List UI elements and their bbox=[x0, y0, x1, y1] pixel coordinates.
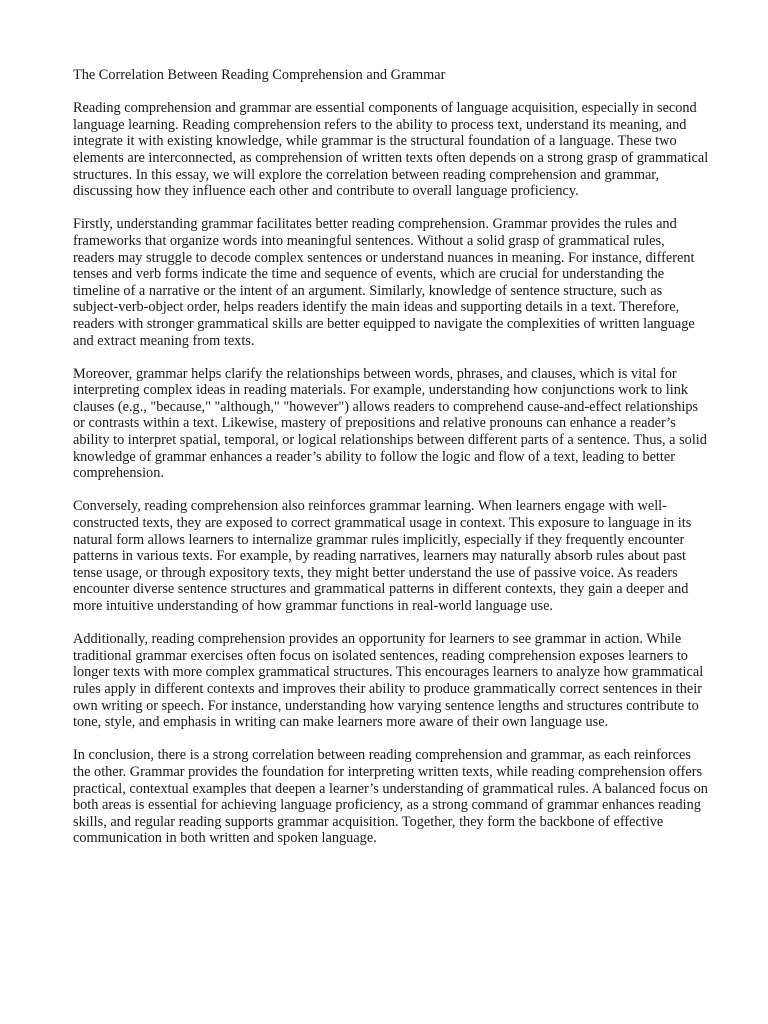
paragraph-conclusion: In conclusion, there is a strong correlation between reading comprehension and grammar, as each reinforces the other. Grammar provides the foundation for interpreting written texts, while reading comprehension offers practical, contextual examples that deepen a learner’s understanding of grammatical rules. A balanced focus on both areas is essential for achieving language proficiency, as a strong command of grammar enhances reading skills, and regular reading supports grammar acquisition. Together, they form the backbone of effective communication in both written and spoken language. bbox=[73, 747, 708, 847]
document-title: The Correlation Between Reading Comprehension and Grammar bbox=[73, 67, 446, 83]
document-body bbox=[73, 67, 709, 864]
paragraph-grammar-in-action: Additionally, reading comprehension provides an opportunity for learners to see grammar in action. While traditional grammar exercises often focus on isolated sentences, reading comprehension exposes learners to longer texts with more complex grammatical structures. This encourages learners to analyze how grammatical rules apply in different contexts and improves their ability to produce grammatically correct sentences in their own writing or speech. For instance, understanding how varying sentence lengths and structures contribute to tone, style, and emphasis in writing can make learners more aware of their own language use. bbox=[73, 631, 704, 731]
paragraph-grammar-facilitates-comprehension: Firstly, understanding grammar facilitates better reading comprehension. Grammar provides the rules and frameworks that organize words into meaningful sentences. Without a solid grasp of grammatical rules, readers may struggle to decode complex sentences or understand nuances in meaning. For instance, different tenses and verb forms indicate the time and sequence of events, which are crucial for understanding the timeline of a narrative or the intent of an argument. Similarly, knowledge of sentence structure, such as subject-verb-object order, helps readers identify the main ideas and supporting details in a text. Therefore, readers with stronger grammatical skills are better equipped to navigate the complexities of written language and extract meaning from texts. bbox=[73, 216, 695, 349]
paragraph-introduction: Reading comprehension and grammar are essential components of language acquisition, especially in second language learning. Reading comprehension refers to the ability to process text, understand its meaning, and integrate it with existing knowledge, while grammar is the structural foundation of a language. These two elements are interconnected, as comprehension of written texts often depends on a strong grasp of grammatical structures. In this essay, we will explore the correlation between reading comprehension and grammar, discussing how they influence each other and contribute to overall language proficiency. bbox=[73, 100, 709, 200]
paragraph-grammar-clarifies-relationships: Moreover, grammar helps clarify the relationships between words, phrases, and clauses, which is vital for interpreting complex ideas in reading materials. For example, understanding how conjunctions work to link clauses (e.g., "because," "although," "however") allows readers to comprehend cause-and-effect relationships or contrasts within a text. Likewise, mastery of prepositions and relative pronouns can enhance a reader’s ability to interpret spatial, temporal, or logical relationships between different parts of a sentence. Thus, a solid knowledge of grammar enhances a reader’s ability to follow the logic and flow of a text, leading to better comprehension. bbox=[73, 365, 707, 482]
paragraph-comprehension-reinforces-grammar: Conversely, reading comprehension also reinforces grammar learning. When learners engage with well-constructed texts, they are exposed to correct grammatical usage in context. This exposure to language in its natural form allows learners to internalize grammar rules implicitly, especially if they frequently encounter patterns in various texts. For example, by reading narratives, learners may naturally absorb rules about past tense usage, or through expository texts, they might better understand the use of passive voice. As readers encounter diverse sentence structures and grammatical patterns in different contexts, they gain a deeper and more intuitive understanding of how grammar functions in real-world language use. bbox=[73, 498, 692, 614]
